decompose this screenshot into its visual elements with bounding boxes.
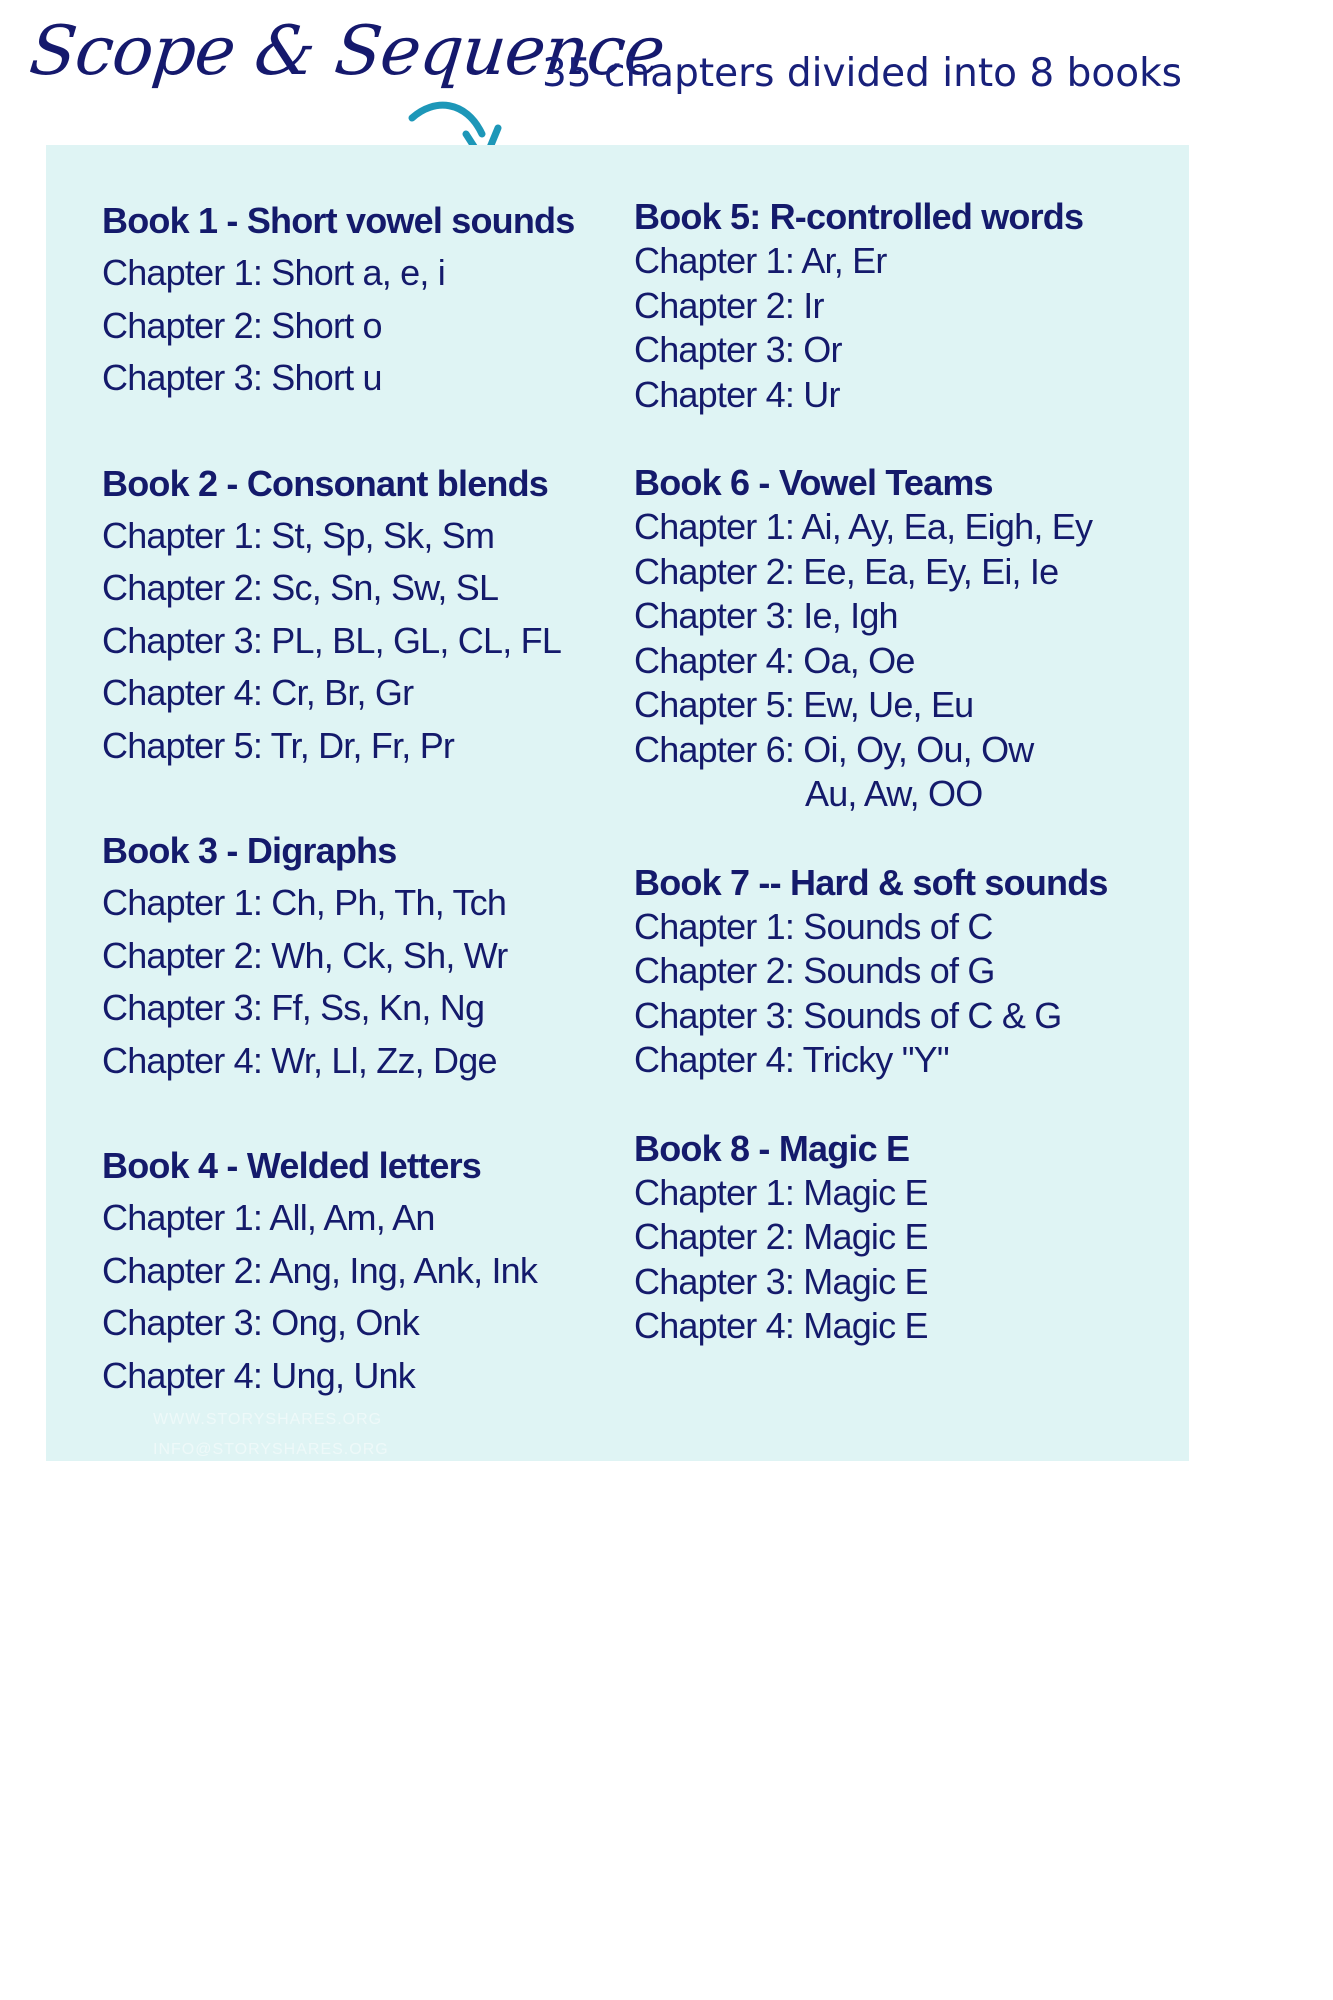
chapter-item: Chapter 3: Sounds of C & G	[634, 994, 1062, 1036]
chapter-item: Chapter 2: Sc, Sn, Sw, SL	[102, 567, 499, 608]
book-title: Book 8 - Magic E	[634, 1127, 910, 1169]
chapter-item: Chapter 3: Ong, Onk	[102, 1302, 419, 1343]
book-6	[634, 461, 1154, 817]
left-column	[102, 195, 622, 1455]
chapter-item: Chapter 4: Ung, Unk	[102, 1354, 415, 1396]
chapter-item: Chapter 3: Short u	[102, 357, 382, 398]
chapter-item: Chapter 1: Ar, Er	[634, 240, 887, 281]
chapter-item: Chapter 3: Or	[634, 329, 842, 370]
chapter-item: Chapter 2: Wh, Ck, Sh, Wr	[102, 934, 508, 976]
page-subtitle: 35 chapters divided into 8 books	[542, 51, 1182, 96]
chapter-item: Chapter 3: Ff, Ss, Kn, Ng	[102, 987, 485, 1028]
footer-email: INFO@STORYSHARES.ORG	[153, 1441, 389, 1458]
chapter-item: Chapter 2: Short o	[102, 304, 382, 346]
chapter-item: Chapter 1: St, Sp, Sk, Sm	[102, 514, 495, 556]
chapter-item: Chapter 3: Ie, Igh	[634, 595, 898, 636]
chapter-item: Chapter 1: Magic E	[634, 1171, 928, 1213]
book-2	[102, 458, 622, 773]
book-3	[102, 825, 622, 1087]
book-title: Book 3 - Digraphs	[102, 830, 397, 871]
right-column	[634, 195, 1154, 1393]
book-title: Book 6 - Vowel Teams	[634, 462, 993, 503]
chapter-item: Chapter 2: Ang, Ing, Ank, Ink	[102, 1249, 538, 1291]
footer-website: WWW.STORYSHARES.ORG	[153, 1411, 383, 1428]
book-title: Book 4 - Welded letters	[102, 1145, 482, 1186]
chapter-item: Chapter 1: Ai, Ay, Ea, Eigh, Ey	[634, 506, 1093, 547]
chapter-item: Chapter 2: Ee, Ea, Ey, Ei, Ie	[634, 550, 1059, 592]
book-4	[102, 1140, 622, 1402]
book-title: Book 7 -- Hard & soft sounds	[634, 861, 1108, 903]
chapter-item: Chapter 4: Ur	[634, 373, 840, 415]
chapter-item: Chapter 4: Magic E	[634, 1305, 928, 1346]
chapter-item: Chapter 2: Ir	[634, 284, 824, 326]
chapter-item: Chapter 2: Sounds of G	[634, 950, 995, 991]
book-title: Book 5: R-controlled words	[634, 196, 1084, 237]
chapter-item: Chapter 4: Oa, Oe	[634, 639, 915, 681]
page-title: Scope & Sequence	[25, 12, 668, 91]
chapter-item: Chapter 4: Wr, Ll, Zz, Dge	[102, 1039, 497, 1081]
chapter-item: Chapter 3: PL, BL, GL, CL, FL	[102, 619, 562, 661]
chapter-item: Chapter 6: Oi, Oy, Ou, Ow	[634, 728, 1034, 770]
chapter-item: Chapter 4: Tricky "Y"	[634, 1039, 949, 1080]
footer	[153, 1405, 389, 1465]
chapter-item: Chapter 4: Cr, Br, Gr	[102, 672, 414, 713]
chapter-item: Chapter 5: Ew, Ue, Eu	[634, 684, 974, 725]
chapter-continuation: Au, Aw, OO	[805, 773, 983, 814]
book-8	[634, 1127, 1154, 1349]
book-1	[102, 195, 622, 405]
book-title: Book 1 - Short vowel sounds	[102, 200, 575, 241]
chapter-item: Chapter 1: All, Am, An	[102, 1197, 435, 1238]
book-5	[634, 195, 1154, 417]
book-title: Book 2 - Consonant blends	[102, 462, 549, 504]
chapter-item: Chapter 1: Sounds of C	[634, 905, 993, 947]
chapter-item: Chapter 1: Ch, Ph, Th, Tch	[102, 882, 507, 923]
book-7	[634, 861, 1154, 1083]
chapter-item: Chapter 1: Short a, e, i	[102, 252, 445, 293]
chapter-item: Chapter 5: Tr, Dr, Fr, Pr	[102, 724, 455, 766]
chapter-item: Chapter 3: Magic E	[634, 1260, 928, 1302]
chapter-item: Chapter 2: Magic E	[634, 1216, 928, 1257]
